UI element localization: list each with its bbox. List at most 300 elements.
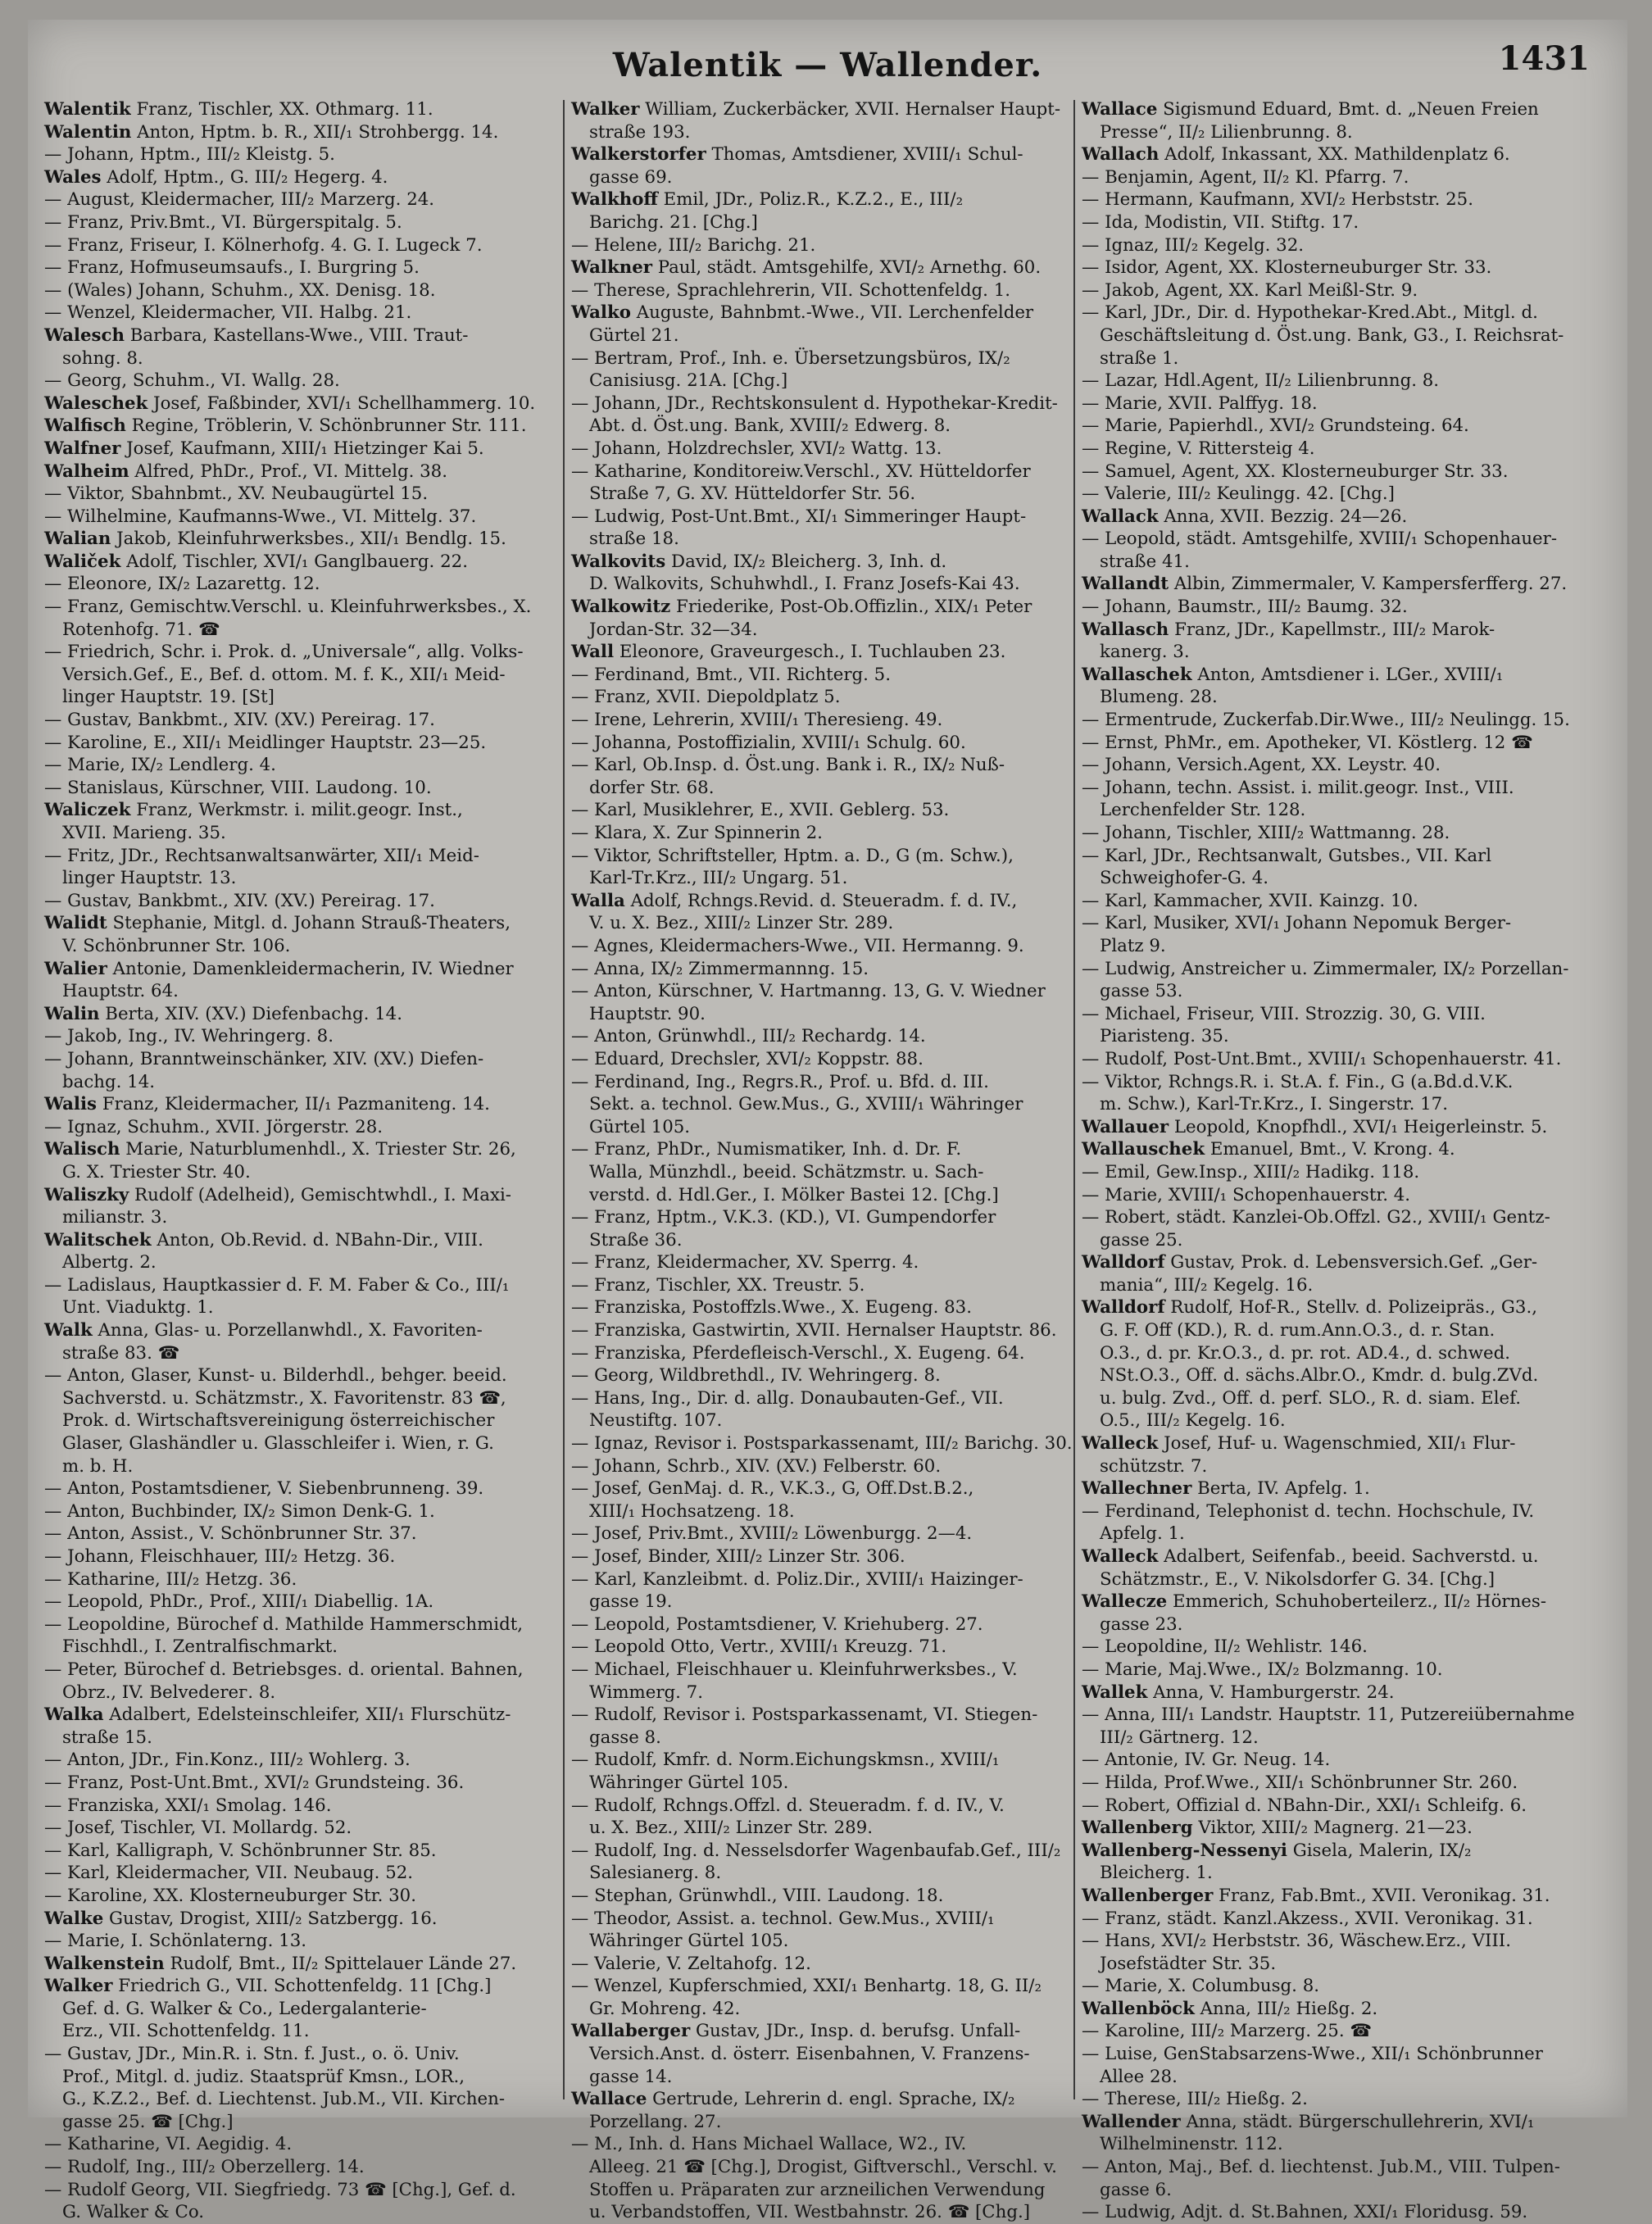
entry-text: — Ferdinand, Bmt., VII. Richterg. 5. [571,664,891,685]
directory-entry-line [44,461,557,483]
entry-text: Anna, V. Hamburgerstr. 24. [1147,1682,1395,1703]
entry-text: — Johann, Fleischhauer, III/₂ Hetzg. 36. [44,1546,396,1567]
entry-surname: Walker [571,99,640,120]
entry-text: Karl-Tr.Krz., III/₂ Ungarg. 51. [589,868,848,889]
directory-entry-line [571,732,1068,755]
directory-entry-line [1082,1455,1611,1478]
entry-text: Wimmerg. 7. [589,1682,703,1703]
entry-text: gasse 25. ☎ [Chg.] [62,2111,234,2132]
entry-text: G., K.Z.2., Bef. d. Liechtenst. Jub.M., VII. Kirchen- [62,2089,506,2110]
directory-entry-line [44,1071,557,1094]
entry-text: Adolf, Rchngs.Revid. d. Steueradm. f. d. IV., [624,890,1018,911]
entry-text: — Therese, Sprachlehrerin, VII. Schottenfeldg. 1. [571,279,1011,301]
entry-text: — Samuel, Agent, XX. Klosterneuburger Str. 33. [1082,461,1509,482]
directory-entry-line [44,1908,557,1931]
directory-entry-line [1082,1364,1611,1387]
directory-entry-line [44,279,557,302]
directory-entry-line [1082,415,1611,438]
entry-surname: Walldorf [1082,1252,1165,1273]
directory-entry-line [571,935,1068,958]
entry-text: — Karl, Musiklehrer, E., XVII. Geblerg. 53. [571,800,950,821]
entry-text: Gürtel 105. [589,1116,691,1137]
entry-text: Jordan-Str. 32—34. [589,619,758,640]
directory-entry-line [1082,1003,1611,1026]
directory-entry-line [571,1523,1068,1545]
entry-surname: Walfisch [44,415,126,437]
entry-text: — Rudolf, Rchngs.Offzl. d. Steueradm. f. d. IV., V. [571,1795,1005,1816]
directory-entry-line [571,347,1068,370]
entry-text: Rudolf, Hof-R., Stellv. d. Polizeipräs., G3., [1164,1297,1538,1319]
directory-entry-line [571,822,1068,845]
entry-text: Apfelg. 1. [1100,1523,1185,1545]
entry-column-3 [1077,98,1616,2223]
entry-text: XIII/₁ Hochsatzeng. 18. [589,1500,795,1522]
directory-entry-line [44,1342,557,1365]
entry-text: Abt. d. Öst.ung. Bank, XVIII/₂ Edwerg. 8. [589,415,951,437]
entry-text: — Ferdinand, Ing., Regrs.R., Prof. u. Bfd. d. III. [571,1071,989,1092]
directory-entry-line [44,958,557,981]
directory-entry-line [571,1161,1068,1184]
entry-text: — Hermann, Kaufmann, XVI/₂ Herbststr. 25. [1082,189,1474,211]
entry-text: Fischhdl., I. Zentralfischmarkt. [62,1636,338,1658]
entry-surname: Walleck [1082,1546,1159,1567]
entry-text: — Valerie, III/₂ Keulingg. 42. [Chg.] [1082,483,1395,505]
directory-entry-line [1082,980,1611,1003]
entry-text: Adolf, Tischler, XVI/₁ Ganglbauerg. 22. [120,551,468,572]
entry-text: Rudolf (Adelheid), Gemischtwhdl., I. Maxi- [129,1184,511,1205]
directory-entry-line [44,912,557,935]
entry-text: Allee 28. [1100,2066,1178,2087]
entry-surname: Wallace [1082,99,1158,120]
entry-text: — Anton, Buchbinder, IX/₂ Simon Denk-G. 1. [44,1500,435,1522]
directory-entry-line [571,912,1068,935]
entry-text: V. u. X. Bez., XIII/₂ Linzer Str. 289. [589,913,894,934]
entry-columns [39,98,1616,2223]
directory-entry-line [1082,1795,1611,1818]
entry-text: Anna, XVII. Bezzig. 24—26. [1158,506,1408,527]
directory-entry-line [44,641,557,664]
directory-entry-line [44,664,557,687]
entry-surname: Walko [571,302,631,324]
directory-entry-line [44,1138,557,1161]
directory-entry-line [571,1930,1068,1953]
entry-text: — Katharine, Konditoreiw.Verschl., XV. Hütteldorfer [571,461,1031,482]
directory-entry-line [44,1432,557,1455]
entry-surname: Wallasch [1082,619,1169,640]
entry-text: Paul, städt. Amtsgehilfe, XVI/₂ Arnethg. 60. [651,257,1042,279]
directory-entry-line [1082,143,1611,166]
entry-text: — Leopold, städt. Amtsgehilfe, XVIII/₁ Schopenhauer- [1082,529,1558,550]
entry-surname: Walla [571,890,625,911]
entry-surname: Waliszky [44,1184,129,1205]
directory-entry-line [571,980,1068,1003]
directory-entry-line [44,1704,557,1727]
directory-entry-line [1082,1477,1611,1500]
entry-text: Versich.Anst. d. österr. Eisenbahnen, V. Franzens- [589,2044,1030,2065]
directory-entry-line [44,483,557,506]
directory-entry-line [571,573,1068,596]
directory-entry-line [571,2156,1068,2179]
entry-surname: Walkowitz [571,597,671,618]
entry-text: — Hans, Ing., Dir. d. allg. Donaubauten-Gef., VII. [571,1387,1004,1409]
directory-entry-line [1082,1682,1611,1704]
entry-text: gasse 19. [589,1591,673,1613]
entry-text: Neustiftg. 107. [589,1410,723,1432]
directory-entry-line [44,1817,557,1840]
entry-text: — Anton, Glaser, Kunst- u. Bilderhdl., behger. beeid. [44,1365,507,1387]
entry-text: — Helene, III/₂ Barichg. 21. [571,234,816,256]
entry-text: — Robert, Offizial d. NBahn-Dir., XXI/₁ Schleifg. 6. [1082,1795,1527,1816]
directory-entry-line [1082,121,1611,144]
entry-text: u. X. Bez., XIII/₂ Linzer Str. 289. [589,1818,874,1839]
entry-text: Stoffen u. Präparaten zur arzneilichen Verwendung [589,2179,1046,2200]
directory-entry-line [1082,1749,1611,1772]
entry-text: — Valerie, V. Zeltahofg. 12. [571,1953,811,1974]
directory-entry-line [1082,1387,1611,1410]
entry-surname: Walkovits [571,551,666,572]
directory-entry-line [44,1093,557,1116]
directory-entry-line [571,370,1068,393]
directory-entry-line [44,935,557,958]
entry-text: Währinger Gürtel 105. [589,1931,789,1952]
entry-surname: Wallenböck [1082,1998,1195,2019]
directory-entry-line [571,777,1068,800]
entry-text: — Marie, XVIII/₁ Schopenhauerstr. 4. [1082,1184,1411,1205]
entry-text: Eleonore, Graveurgesch., I. Tuchlauben 23. [614,642,1006,663]
entry-text: Emil, JDr., Poliz.R., K.Z.2., E., III/₂ [657,189,964,211]
entry-text: — Klara, X. Zur Spinnerin 2. [571,823,823,843]
entry-text: — Peter, Bürochef d. Betriebsges. d. oriental. Bahnen, [44,1659,524,1680]
directory-entry-line [1082,1500,1611,1523]
entry-text: — Regine, V. Rittersteig 4. [1082,438,1315,459]
entry-text: — Jakob, Ing., IV. Wehringerg. 8. [44,1026,334,1047]
entry-text: — Michael, Friseur, VIII. Strozzig. 30, G. VIII. [1082,1003,1486,1024]
directory-entry-line [571,121,1068,144]
directory-entry-line [1082,1093,1611,1116]
directory-entry-line [571,867,1068,890]
directory-entry-line [1082,822,1611,845]
entry-text: m. b. H. [62,1455,134,1477]
entry-text: — Lazar, Hdl.Agent, II/₂ Lilienbrunng. 8. [1082,370,1440,392]
directory-entry-line [571,2201,1068,2224]
directory-entry-line [44,1930,557,1953]
page-header [28,38,1627,95]
entry-text: — Rudolf, Revisor i. Postsparkassenamt, VI. Stiegen- [571,1704,1038,1726]
directory-entry-line [1082,2088,1611,2111]
entry-text: — Franziska, Gastwirtin, XVII. Hernalser Hauptstr. 86. [571,1320,1057,1341]
directory-entry-line [571,1116,1068,1139]
entry-text: Walla, Münzhdl., beeid. Schätzmstr. u. Sach- [589,1161,984,1182]
entry-text: — Karl, Kalligraph, V. Schönbrunner Str. 85. [44,1840,437,1861]
directory-entry-line [1082,1274,1611,1297]
directory-entry-line [571,1387,1068,1410]
entry-text: — Johann, Tischler, XIII/₂ Wattmanng. 28. [1082,823,1450,843]
entry-text: — Robert, städt. Kanzlei-Ob.Offzl. G2., XVIII/₁ Gentz- [1082,1207,1550,1228]
entry-surname: Wall [571,642,615,663]
directory-entry-line [1082,732,1611,755]
directory-entry-line [44,1387,557,1410]
entry-text: — Hans, XVI/₂ Herbststr. 36, Wäschew.Erz., VIII. [1082,1931,1511,1952]
entry-text: Barichg. 21. [Chg.] [589,211,758,233]
directory-entry-line [44,709,557,732]
entry-text: — Franz, Priv.Bmt., VI. Bürgerspitalg. 5. [44,211,402,233]
entry-text: — Eduard, Drechsler, XVI/₂ Koppstr. 88. [571,1048,924,1069]
entry-text: Anna, III/₂ Hießg. 2. [1194,1998,1378,2019]
entry-text: Josefstädter Str. 35. [1100,1953,1277,1974]
directory-entry-line [1082,1636,1611,1659]
entry-surname: Walke [44,1908,104,1929]
entry-text: gasse 23. [1100,1614,1183,1635]
entry-surname: Wallechner [1082,1478,1192,1500]
directory-entry-line [1082,1727,1611,1750]
directory-entry-line [571,551,1068,574]
entry-text: Straße 36. [589,1229,683,1250]
directory-entry-line [571,302,1068,325]
entry-text: straße 193. [589,121,691,143]
directory-entry-line [1082,2043,1611,2066]
entry-text: — Viktor, Rchngs.R. i. St.A. f. Fin., G (a.Bd.d.V.K. [1082,1071,1514,1092]
entry-column-1 [39,98,562,2223]
entry-text: — Anna, IX/₂ Zimmermannng. 15. [571,958,869,979]
entry-text: Emmerich, Schuhoberteilerz., II/₂ Hörnes- [1167,1591,1547,1613]
entry-text: Albin, Zimmermaler, V. Kampersferfferg. 27. [1169,574,1568,595]
entry-text: kanerg. 3. [1100,642,1190,663]
entry-text: — Ludwig, Adjt. d. St.Bahnen, XXI/₁ Floridusg. 59. [1082,2202,1528,2223]
entry-text: Friedrich G., VII. Schottenfeldg. 11 [Chg.] [112,1976,492,1997]
entry-text: — Ignaz, Schuhm., XVII. Jörgerstr. 28. [44,1116,384,1137]
entry-text: William, Zuckerbäcker, XVII. Hernalser Haupt- [639,99,1061,120]
directory-entry-line [1082,1998,1611,2021]
directory-entry-line [44,1591,557,1614]
entry-text: gasse 6. [1100,2179,1172,2200]
entry-text: Viktor, XIII/₂ Magnerg. 21—23. [1192,1818,1473,1839]
entry-surname: Walfner [44,438,121,459]
entry-text: Bleicherg. 1. [1100,1863,1213,1884]
entry-text: — Marie, XVII. Palffyg. 18. [1082,393,1318,414]
entry-surname: Waliczek [44,800,131,821]
running-head: Walentik — Wallender. [612,46,1043,84]
directory-entry-line [44,1229,557,1252]
entry-text: Antonie, Damenkleidermacherin, IV. Wiedner [107,958,514,979]
entry-surname: Wallauschek [1082,1139,1205,1160]
directory-entry-line [1082,1523,1611,1545]
entry-surname: Wallack [1082,506,1159,527]
entry-text: Alfred, PhDr., Prof., VI. Mittelg. 38. [129,461,447,482]
directory-entry-line [1082,1071,1611,1094]
directory-entry-line [1082,461,1611,483]
entry-text: — Franz, PhDr., Numismatiker, Inh. d. Dr. F. [571,1139,962,1160]
entry-text: Hauptstr. 90. [589,1003,706,1024]
entry-text: Straße 7, G. XV. Hütteldorfer Str. 56. [589,483,916,505]
directory-entry-line [44,1319,557,1342]
directory-entry-line [571,641,1068,664]
directory-entry-line [571,709,1068,732]
entry-text: Wilhelminenstr. 112. [1100,2134,1283,2155]
directory-entry-line [1082,1659,1611,1682]
page-number: 1431 [1498,39,1590,78]
directory-entry-line [44,1749,557,1772]
directory-entry-line [1082,1817,1611,1840]
entry-text: — Karl, Kammacher, XVII. Kainzg. 10. [1082,890,1418,911]
directory-entry-line [44,1772,557,1795]
entry-text: Platz 9. [1100,935,1166,956]
entry-text: Salesianerg. 8. [589,1863,722,1884]
directory-page [28,20,1627,2223]
directory-entry-line [1082,1908,1611,1931]
entry-surname: Wallenberger [1082,1885,1214,1906]
entry-text: — Hilda, Prof.Wwe., XII/₁ Schönbrunner Str. 260. [1082,1772,1518,1793]
directory-entry-line [1082,1885,1611,1908]
directory-entry-line [44,596,557,619]
entry-text: — Fritz, JDr., Rechtsanwaltsanwärter, XII/₁ Meid- [44,845,479,866]
entry-surname: Wallauer [1082,1116,1169,1137]
entry-surname: Wallaschek [1082,664,1192,685]
entry-text: mania“, III/₂ Kegelg. 16. [1100,1274,1314,1296]
directory-entry-line [44,1568,557,1591]
directory-entry-line [44,415,557,438]
entry-surname: Wallenberg-Nessenyi [1082,1840,1287,1861]
directory-entry-line [571,1138,1068,1161]
entry-text: Berta, XIV. (XV.) Diefenbachg. 14. [99,1003,402,1024]
entry-text: G. X. Triester Str. 40. [62,1161,251,1182]
directory-entry-line [571,1093,1068,1116]
directory-entry-line [571,438,1068,461]
directory-entry-line [571,143,1068,166]
entry-text: Jakob, Kleinfuhrwerksbes., XII/₁ Bendlg. 15. [111,529,506,550]
entry-text: Währinger Gürtel 105. [589,1772,789,1793]
entry-text: — Georg, Wildbrethdl., IV. Wehringerg. 8. [571,1365,941,1387]
directory-entry-line [571,1229,1068,1252]
entry-text: schützstr. 7. [1100,1455,1208,1477]
directory-entry-line [44,1274,557,1297]
directory-entry-line [571,2179,1068,2202]
entry-text: — Rudolf Georg, VII. Siegfriedg. 73 ☎ [Chg.], Gef. d. [44,2179,516,2200]
directory-entry-line [1082,528,1611,551]
entry-text: m. Schw.), Karl-Tr.Krz., I. Singerstr. 17. [1100,1094,1448,1115]
directory-entry-line [571,1840,1068,1863]
entry-text: Franz, Werkmstr. i. milit.geogr. Inst., [130,800,463,821]
entry-text: XVII. Marieng. 35. [62,823,226,843]
entry-text: verstd. d. Hdl.Ger., I. Mölker Bastei 12. [Chg.] [589,1184,999,1205]
entry-surname: Walis [44,1094,98,1115]
entry-text: — Wenzel, Kupferschmied, XXI/₁ Benhartg. 18, G. II/₂ [571,1976,1042,1997]
directory-entry-line [1082,188,1611,211]
directory-entry-line [571,528,1068,551]
entry-text: — Viktor, Schriftsteller, Hptm. a. D., G (m. Schw.), [571,845,1014,866]
entry-text: — Ernst, PhMr., em. Apotheker, VI. Köstlerg. 12 ☎ [1082,732,1533,753]
directory-entry-line [571,461,1068,483]
entry-text: Josef, Kaufmann, XIII/₁ Hietzinger Kai 5. [120,438,484,459]
directory-entry-line [1082,1591,1611,1614]
directory-entry-line [1082,1772,1611,1795]
directory-entry-line [1082,1206,1611,1229]
directory-entry-line [1082,2133,1611,2156]
entry-text: — Gustav, Bankbmt., XIV. (XV.) Pereirag. 17. [44,710,435,731]
directory-entry-line [44,211,557,234]
entry-text: — Josef, Tischler, VI. Mollardg. 52. [44,1818,352,1839]
directory-entry-line [1082,1251,1611,1274]
directory-entry-line [44,1862,557,1885]
directory-entry-line [44,2111,557,2134]
entry-text: Anna, Glas- u. Porzellanwhdl., X. Favoriten- [92,1320,483,1341]
directory-entry-line [571,799,1068,822]
directory-entry-line [44,1545,557,1568]
directory-entry-line [1082,799,1611,822]
entry-text: Alleeg. 21 ☎ [Chg.], Drogist, Giftverschl., Verschl. v. [589,2157,1057,2178]
directory-entry-line [44,980,557,1003]
entry-text: Canisiusg. 21A. [Chg.] [589,370,788,392]
directory-entry-line [44,121,557,144]
entry-text: Schweighofer-G. 4. [1100,868,1269,889]
entry-surname: Wallandt [1082,574,1169,595]
directory-entry-line [44,1025,557,1048]
entry-text: — Franz, Hofmuseumsaufs., I. Burgring 5. [44,257,420,279]
directory-entry-line [571,2066,1068,2089]
entry-text: — Leopoldine, Bürochef d. Mathilde Hammerschmidt, [44,1614,524,1635]
entry-text: straße 18. [589,529,679,550]
entry-text: — Franz, städt. Kanzl.Akzess., XVII. Veronikag. 31. [1082,1908,1533,1929]
directory-entry-line [571,664,1068,687]
entry-text: Gustav, Prok. d. Lebensversich.Gef. „Ger- [1164,1252,1538,1273]
entry-column-2 [566,98,1073,2223]
directory-entry-line [1082,596,1611,619]
directory-entry-line [44,2088,557,2111]
directory-entry-line [571,2111,1068,2134]
entry-text: — Franz, Tischler, XX. Treustr. 5. [571,1274,865,1296]
entry-text: — Ignaz, III/₂ Kegelg. 32. [1082,234,1305,256]
entry-text: — Franz, XVII. Diepoldplatz 5. [571,687,841,708]
directory-entry-line [1082,302,1611,325]
directory-entry-line [44,890,557,913]
directory-entry-line [571,1206,1068,1229]
directory-entry-line [571,1908,1068,1931]
directory-entry-line [44,1682,557,1704]
entry-surname: Wallenberg [1082,1818,1193,1839]
directory-entry-line [44,2179,557,2202]
entry-surname: Walkhoff [571,189,658,211]
entry-text: — Ida, Modistin, VII. Stiftg. 17. [1082,211,1359,233]
directory-entry-line [1082,754,1611,777]
entry-text: Prok. d. Wirtschaftsvereinigung österreichischer [62,1410,495,1432]
directory-entry-line [571,1636,1068,1659]
directory-entry-line [44,1659,557,1682]
directory-entry-line [1082,483,1611,506]
directory-entry-line [1082,234,1611,257]
directory-entry-line [571,596,1068,619]
directory-entry-line [571,958,1068,981]
directory-entry-line [1082,2179,1611,2202]
entry-text: — Karl, Kanzleibmt. d. Poliz.Dir., XVIII/₁ Haizinger- [571,1568,1023,1590]
directory-entry-line [571,256,1068,279]
entry-text: Prof., Mitgl. d. judiz. Staatsprüf Kmsn., LOR., [62,2066,465,2087]
entry-text: G. F. Off (KD.), R. d. rum.Ann.O.3., d. r. Stan. [1100,1320,1495,1341]
entry-text: gasse 8. [589,1727,661,1748]
directory-entry-line [44,619,557,642]
entry-text: — Luise, GenStabsarzens-Wwe., XII/₁ Schönbrunner [1082,2044,1543,2065]
directory-entry-line [1082,279,1611,302]
entry-text: O.5., III/₂ Kegelg. 16. [1100,1410,1286,1432]
directory-entry-line [44,2066,557,2089]
entry-text: — Isidor, Agent, XX. Klosterneuburger Str. 33. [1082,257,1492,279]
directory-entry-line [1082,1409,1611,1432]
directory-entry-line [571,393,1068,415]
entry-text: — Franziska, Postoffzls.Wwe., X. Eugeng. 83. [571,1297,972,1319]
entry-text: — Rudolf, Post-Unt.Bmt., XVIII/₁ Schopenhauerstr. 41. [1082,1048,1562,1069]
entry-text: Gef. d. G. Walker & Co., Ledergalanterie- [62,1998,427,2019]
directory-entry-line [571,1432,1073,1455]
entry-text: — Marie, IX/₂ Lendlerg. 4. [44,755,276,776]
directory-entry-line [571,686,1068,709]
